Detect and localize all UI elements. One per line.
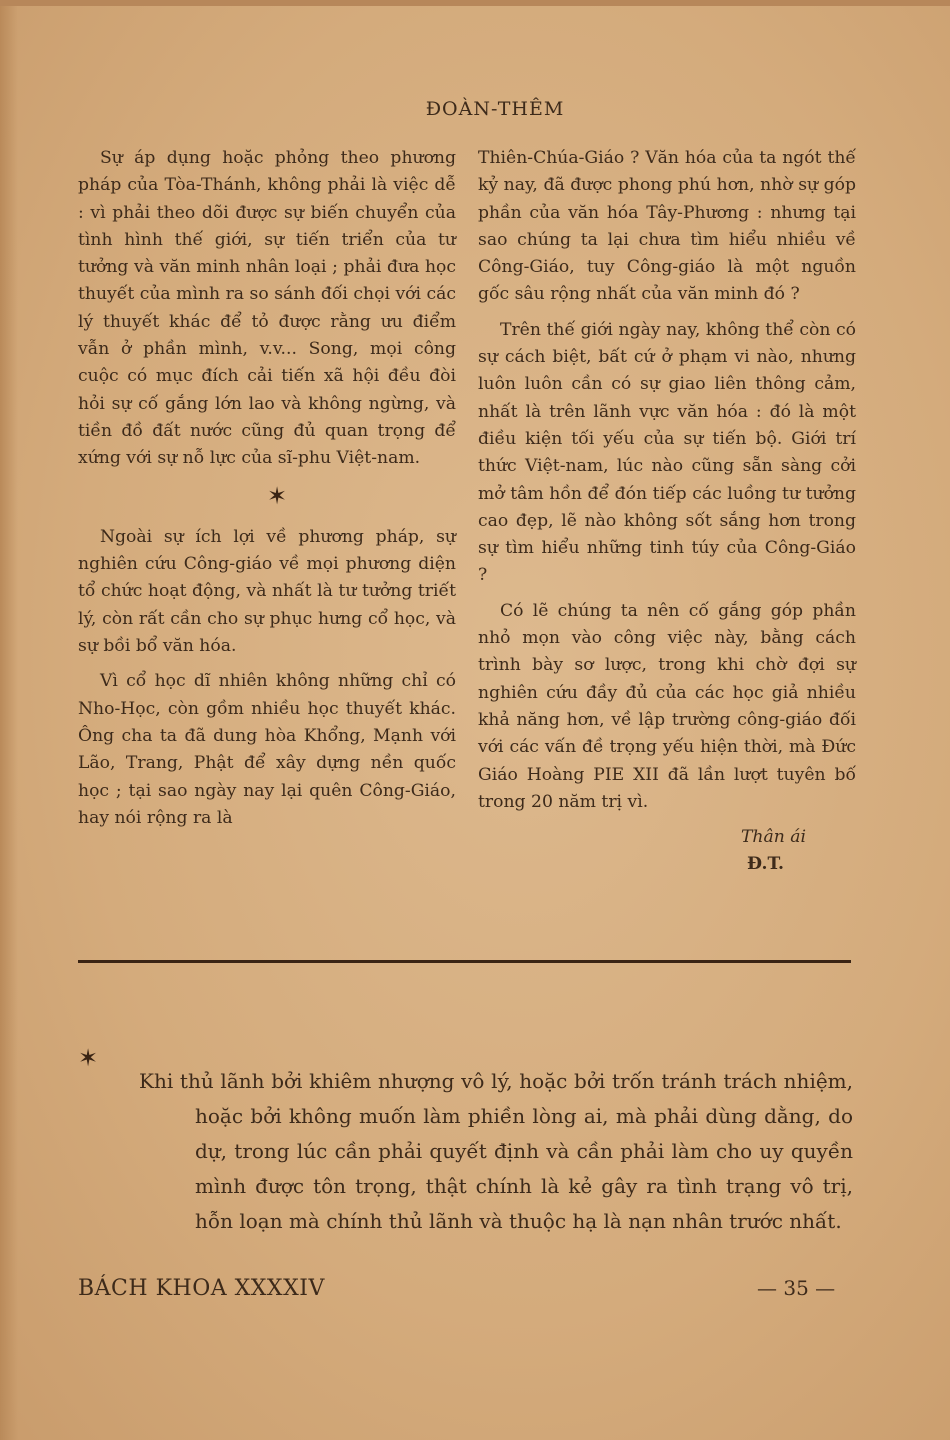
right-paragraph-2: Trên thế giới ngày nay, không thể còn có sự cách biệt, bất cứ ở phạm vi nào, nhưng luôn luôn cần có sự giao liên thông cảm, nhất là trên lãnh vực văn hóa : đó là một điều kiện tối yếu của sự tiến bộ. Giới trí thức Việt-nam, lúc nào cũng sẵn sàng cởi mở tâm hồn để đón tiếp các luồng tư tưởng cao đẹp, lẽ nào không sốt sắng hơn trong sự tìm hiểu những tinh túy của Công-Giáo ? xyxy=(478,319,856,586)
footer-publication: BÁCH KHOA XXXXIV xyxy=(78,1276,325,1301)
left-paragraph-2: Ngoài sự ích lợi về phương pháp, sự nghiên cứu Công-giáo về mọi phương diện tổ chức hoạt động, và nhất là tư tưởng triết lý, còn rất cần cho sự phục hưng cổ học, và sự bồi bổ văn hóa. xyxy=(78,526,456,657)
page-header-author: ĐOÀN-THÊM xyxy=(425,98,565,120)
left-column xyxy=(78,145,456,840)
quote-star-icon: ✶ xyxy=(78,1044,99,1072)
right-column xyxy=(478,145,856,879)
section-star-icon: ✶ xyxy=(266,481,288,510)
right-paragraph-3: Có lẽ chúng ta nên cố gắng góp phần nhỏ mọn vào công việc này, bằng cách trình bày sơ lược, trong khi chờ đợi sự nghiên cứu đầy đủ của các học giả nhiều khả năng hơn, về lập trường công-giáo đối với các vấn đề trọng yếu hiện thời, mà Đức Giáo Hoàng PIE XII đã lần lượt tuyên bố trong 20 năm trị vì. xyxy=(478,600,856,812)
left-paragraph-1: Sự áp dụng hoặc phỏng theo phương pháp của Tòa-Thánh, không phải là việc dễ : vì phải theo dõi được sự biến chuyển của tình hình thế giới, sự tiến triển của tư tưởng và văn minh nhân loại ; phải đưa học thuyết của mình ra so sánh đối chọi với các lý thuyết khác để tỏ được rằng ưu điểm vẫn ở phần mình, v.v... Song, mọi công cuộc có mục đích cải tiến xã hội đều đòi hỏi sự cố gắng lớn lao và không ngừng, và tiền đồ đất nước cũng đủ quan trọng để xứng với sự nỗ lực của sĩ-phu Việt-nam. xyxy=(78,148,456,469)
footer-page-number: — 35 — xyxy=(757,1276,836,1300)
page-top-edge xyxy=(0,0,950,6)
page-edge-shadow xyxy=(0,0,18,1440)
closing-salutation: Thân ái xyxy=(740,827,806,848)
signature-block xyxy=(478,824,856,879)
author-initials: Đ.T. xyxy=(747,854,784,875)
quote-block xyxy=(78,1044,853,1259)
right-paragraph-1: Thiên-Chúa-Giáo ? Văn hóa của ta ngót thế kỷ nay, đã được phong phú hơn, nhờ sự góp phần của văn hóa Tây-Phương : nhưng tại sao chúng ta lại chưa tìm hiểu nhiều về Công-Giáo, tuy Công-giáo là một nguồn gốc sâu rộng nhất của văn minh đó ? xyxy=(478,148,856,305)
horizontal-divider xyxy=(78,960,851,963)
quote-text: Khi thủ lãnh bởi khiêm nhượng vô lý, hoặc bởi trốn tránh trách nhiệm, hoặc bởi không muốn làm phiền lòng ai, mà phải dùng dằng, do dự, trong lúc cần phải quyết định và cần phải làm cho uy quyền mình được tôn trọng, thật chính là kẻ gây ra tình trạng vô trị, hỗn loạn mà chính thủ lãnh và thuộc hạ là nạn nhân trước nhất. xyxy=(139,1069,853,1233)
left-paragraph-3: Vì cổ học dĩ nhiên không những chỉ có Nho-Học, còn gồm nhiều học thuyết khác. Ông cha ta đã dung hòa Khổng, Mạnh với Lão, Trang, Phật để xây dựng nền quốc học ; tại sao ngày nay lại quên Công-Giáo, hay nói rộng ra là xyxy=(78,671,456,828)
